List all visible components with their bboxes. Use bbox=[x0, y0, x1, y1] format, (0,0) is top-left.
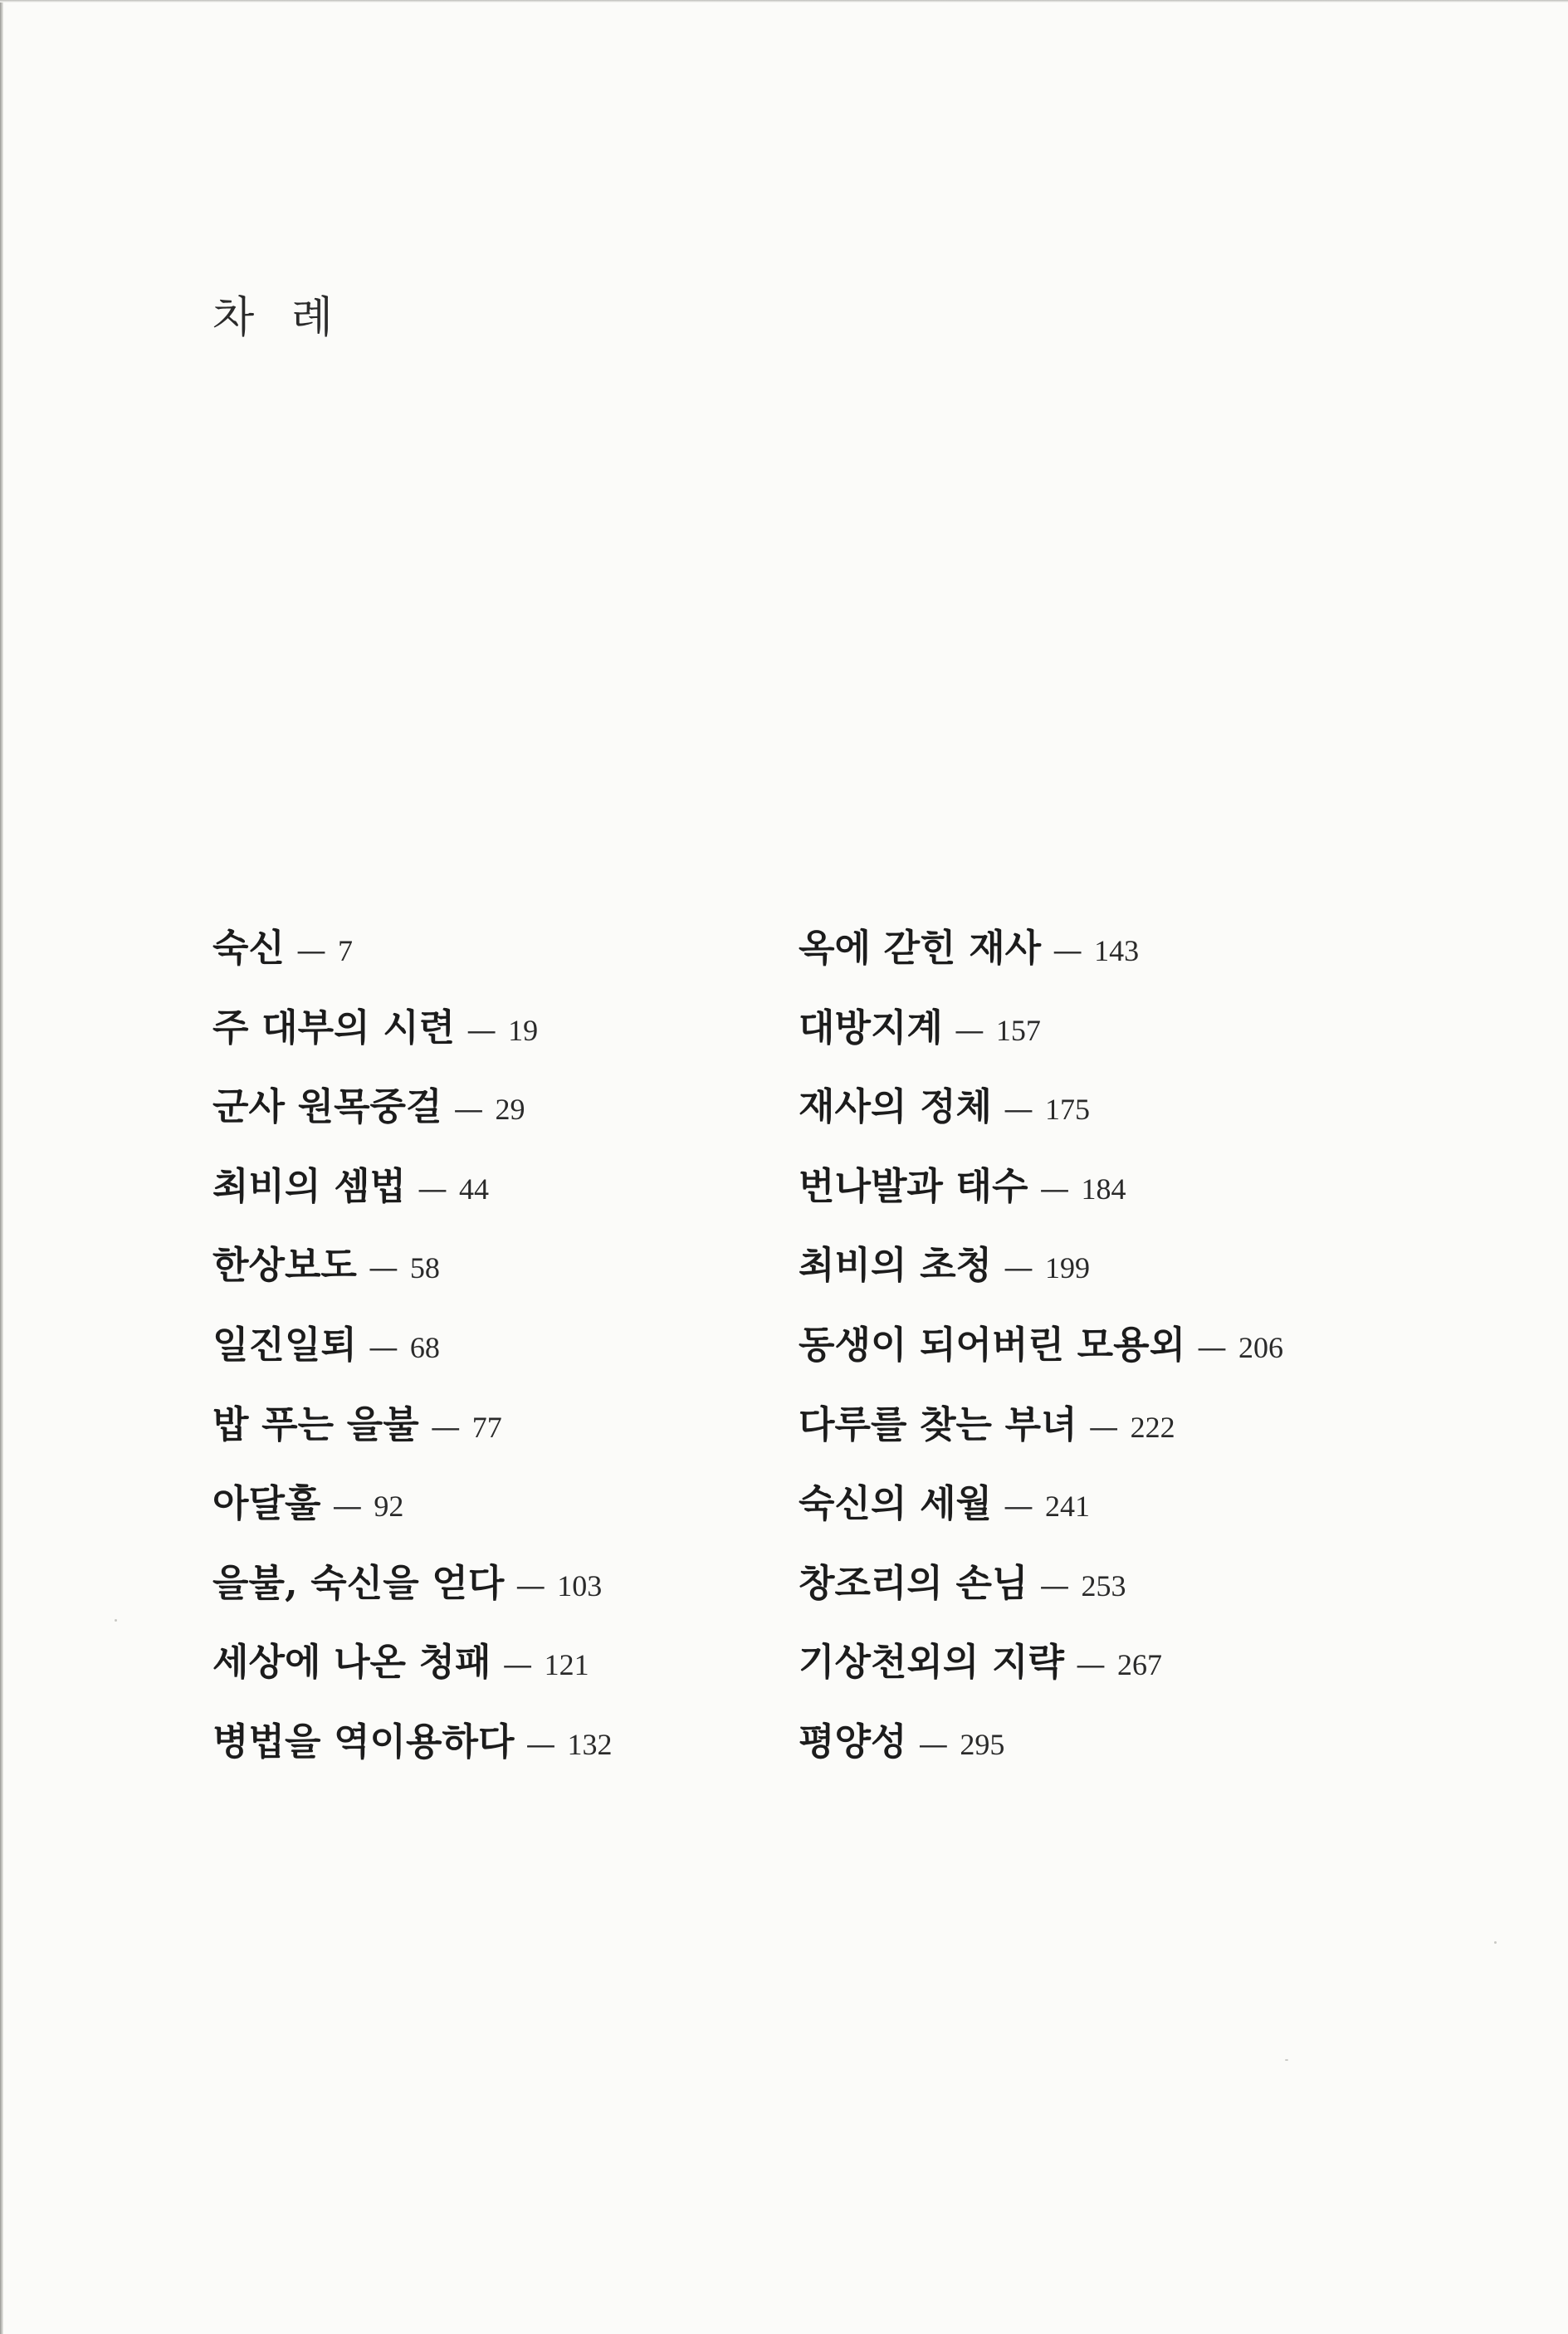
toc-entry-page-number: 253 bbox=[1081, 1568, 1126, 1602]
toc-entry bbox=[799, 1479, 1283, 1558]
toc-entry-page-number: 121 bbox=[544, 1648, 589, 1682]
toc-entry-title: 숙신의 세월 bbox=[799, 1481, 993, 1526]
toc-entry bbox=[212, 1320, 612, 1400]
page-edge-shadow bbox=[0, 0, 3, 2334]
toc-entry-dash: — bbox=[918, 1727, 949, 1762]
toc-entry-dash: — bbox=[502, 1648, 533, 1683]
toc-entry bbox=[799, 1558, 1283, 1638]
toc-column-left bbox=[212, 923, 612, 1797]
toc-entry bbox=[799, 1162, 1283, 1241]
toc-entry-title: 병법을 역이용하다 bbox=[212, 1719, 515, 1764]
toc-entry bbox=[212, 1003, 612, 1083]
toc-entry-page-number: 241 bbox=[1045, 1490, 1091, 1524]
toc-entry-title: 옥에 갇힌 재사 bbox=[799, 926, 1042, 970]
toc-entry-dash: — bbox=[515, 1568, 546, 1603]
toc-entry-page-number: 157 bbox=[995, 1013, 1041, 1047]
toc-entry-dash: — bbox=[1004, 1093, 1034, 1128]
toc-entry-title: 기상천외의 지략 bbox=[799, 1640, 1064, 1685]
toc-entry-title: 대방지계 bbox=[799, 1005, 943, 1050]
toc-entry-page-number: 7 bbox=[337, 934, 353, 967]
toc-entry-title: 일진일퇴 bbox=[212, 1322, 357, 1367]
toc-entry bbox=[799, 1003, 1283, 1083]
toc-entry-dash: — bbox=[466, 1013, 497, 1048]
toc-entry-page-number: 295 bbox=[960, 1727, 1005, 1761]
toc-entry-page-number: 68 bbox=[409, 1330, 440, 1364]
toc-entry-page-number: 44 bbox=[459, 1172, 490, 1206]
toc-entry bbox=[799, 1082, 1283, 1162]
toc-entry-dash: — bbox=[1039, 1568, 1070, 1603]
toc-entry-page-number: 175 bbox=[1045, 1093, 1091, 1127]
toc-entry-dash: — bbox=[418, 1172, 448, 1206]
toc-entry-title: 밥 푸는 을불 bbox=[212, 1402, 419, 1446]
toc-entry-page-number: 143 bbox=[1094, 934, 1140, 967]
toc-entry-title: 한상보도 bbox=[212, 1243, 357, 1288]
toc-entry-title: 창조리의 손님 bbox=[799, 1560, 1028, 1605]
toc-entry-page-number: 184 bbox=[1081, 1172, 1126, 1206]
toc-entry-title: 군사 원목중걸 bbox=[212, 1084, 442, 1129]
toc-entry-page-number: 77 bbox=[471, 1410, 502, 1444]
toc-entry-dash: — bbox=[1039, 1172, 1070, 1206]
toc-entry-dash: — bbox=[453, 1093, 484, 1128]
toc-entry-page-number: 19 bbox=[508, 1013, 539, 1047]
toc-entry-title: 세상에 나온 청패 bbox=[212, 1640, 491, 1685]
toc-entry-dash: — bbox=[1075, 1648, 1106, 1683]
toc-entry-page-number: 58 bbox=[409, 1251, 440, 1285]
toc-entry-page-number: 206 bbox=[1238, 1330, 1284, 1364]
toc-entry-page-number: 92 bbox=[374, 1490, 404, 1524]
toc-entry-page-number: 103 bbox=[557, 1568, 603, 1602]
toc-entry-page-number: 267 bbox=[1116, 1648, 1162, 1682]
toc-entry bbox=[799, 1717, 1283, 1797]
toc-entry bbox=[799, 1400, 1283, 1480]
toc-entry bbox=[212, 1479, 612, 1558]
toc-entry-dash: — bbox=[1053, 934, 1083, 968]
toc-entry-title: 동생이 되어버린 모용외 bbox=[799, 1322, 1186, 1367]
toc-entry bbox=[799, 1240, 1283, 1320]
toc-entry-title: 평양성 bbox=[799, 1719, 907, 1764]
toc-entry-title: 아달훌 bbox=[212, 1481, 321, 1526]
toc-entry-title: 번나발과 태수 bbox=[799, 1163, 1028, 1208]
toc-entry-page-number: 199 bbox=[1045, 1251, 1091, 1285]
toc-entry-page-number: 132 bbox=[567, 1727, 613, 1761]
toc-entry-title: 을불, 숙신을 얻다 bbox=[212, 1560, 505, 1605]
toc-entry-title: 최비의 초청 bbox=[799, 1243, 993, 1288]
toc-entry bbox=[799, 923, 1283, 1003]
toc-entry-page-number: 222 bbox=[1130, 1410, 1175, 1444]
toc-entry-dash: — bbox=[1197, 1330, 1228, 1365]
toc-entry-dash: — bbox=[430, 1410, 461, 1445]
paper-speck bbox=[1494, 1941, 1497, 1944]
toc-entry bbox=[212, 1082, 612, 1162]
toc-entry bbox=[212, 1637, 612, 1717]
toc-entry-dash: — bbox=[1088, 1410, 1119, 1445]
toc-entry-dash: — bbox=[296, 934, 326, 968]
toc-entry-title: 주 대부의 시련 bbox=[212, 1005, 456, 1050]
toc-entry-page-number: 29 bbox=[495, 1093, 525, 1127]
toc-entry bbox=[212, 1717, 612, 1797]
toc-entry bbox=[212, 1240, 612, 1320]
paper-speck bbox=[115, 1619, 117, 1622]
toc-entry-dash: — bbox=[368, 1330, 398, 1365]
toc-entry-title: 재사의 정체 bbox=[799, 1084, 993, 1129]
toc-entry bbox=[799, 1320, 1283, 1400]
toc-entry-dash: — bbox=[1004, 1251, 1034, 1286]
toc-entry-dash: — bbox=[954, 1013, 984, 1048]
toc-entry-dash: — bbox=[332, 1490, 363, 1524]
toc-entry-title: 최비의 셈법 bbox=[212, 1163, 407, 1208]
toc-entry bbox=[212, 1558, 612, 1638]
paper-speck bbox=[1285, 2059, 1288, 2061]
toc-entry bbox=[212, 923, 612, 1003]
toc-entry-title: 다루를 찾는 부녀 bbox=[799, 1402, 1077, 1446]
toc-column-right bbox=[799, 923, 1283, 1797]
toc-entry bbox=[799, 1637, 1283, 1717]
toc-entry bbox=[212, 1162, 612, 1241]
toc-entry-dash: — bbox=[1004, 1490, 1034, 1524]
toc-entry bbox=[212, 1400, 612, 1480]
toc-entry-dash: — bbox=[525, 1727, 556, 1762]
page-top-edge bbox=[0, 0, 1568, 2]
toc-entry-title: 숙신 bbox=[212, 926, 285, 970]
page-title: 차 례 bbox=[212, 293, 344, 343]
toc-entry-dash: — bbox=[368, 1251, 398, 1286]
